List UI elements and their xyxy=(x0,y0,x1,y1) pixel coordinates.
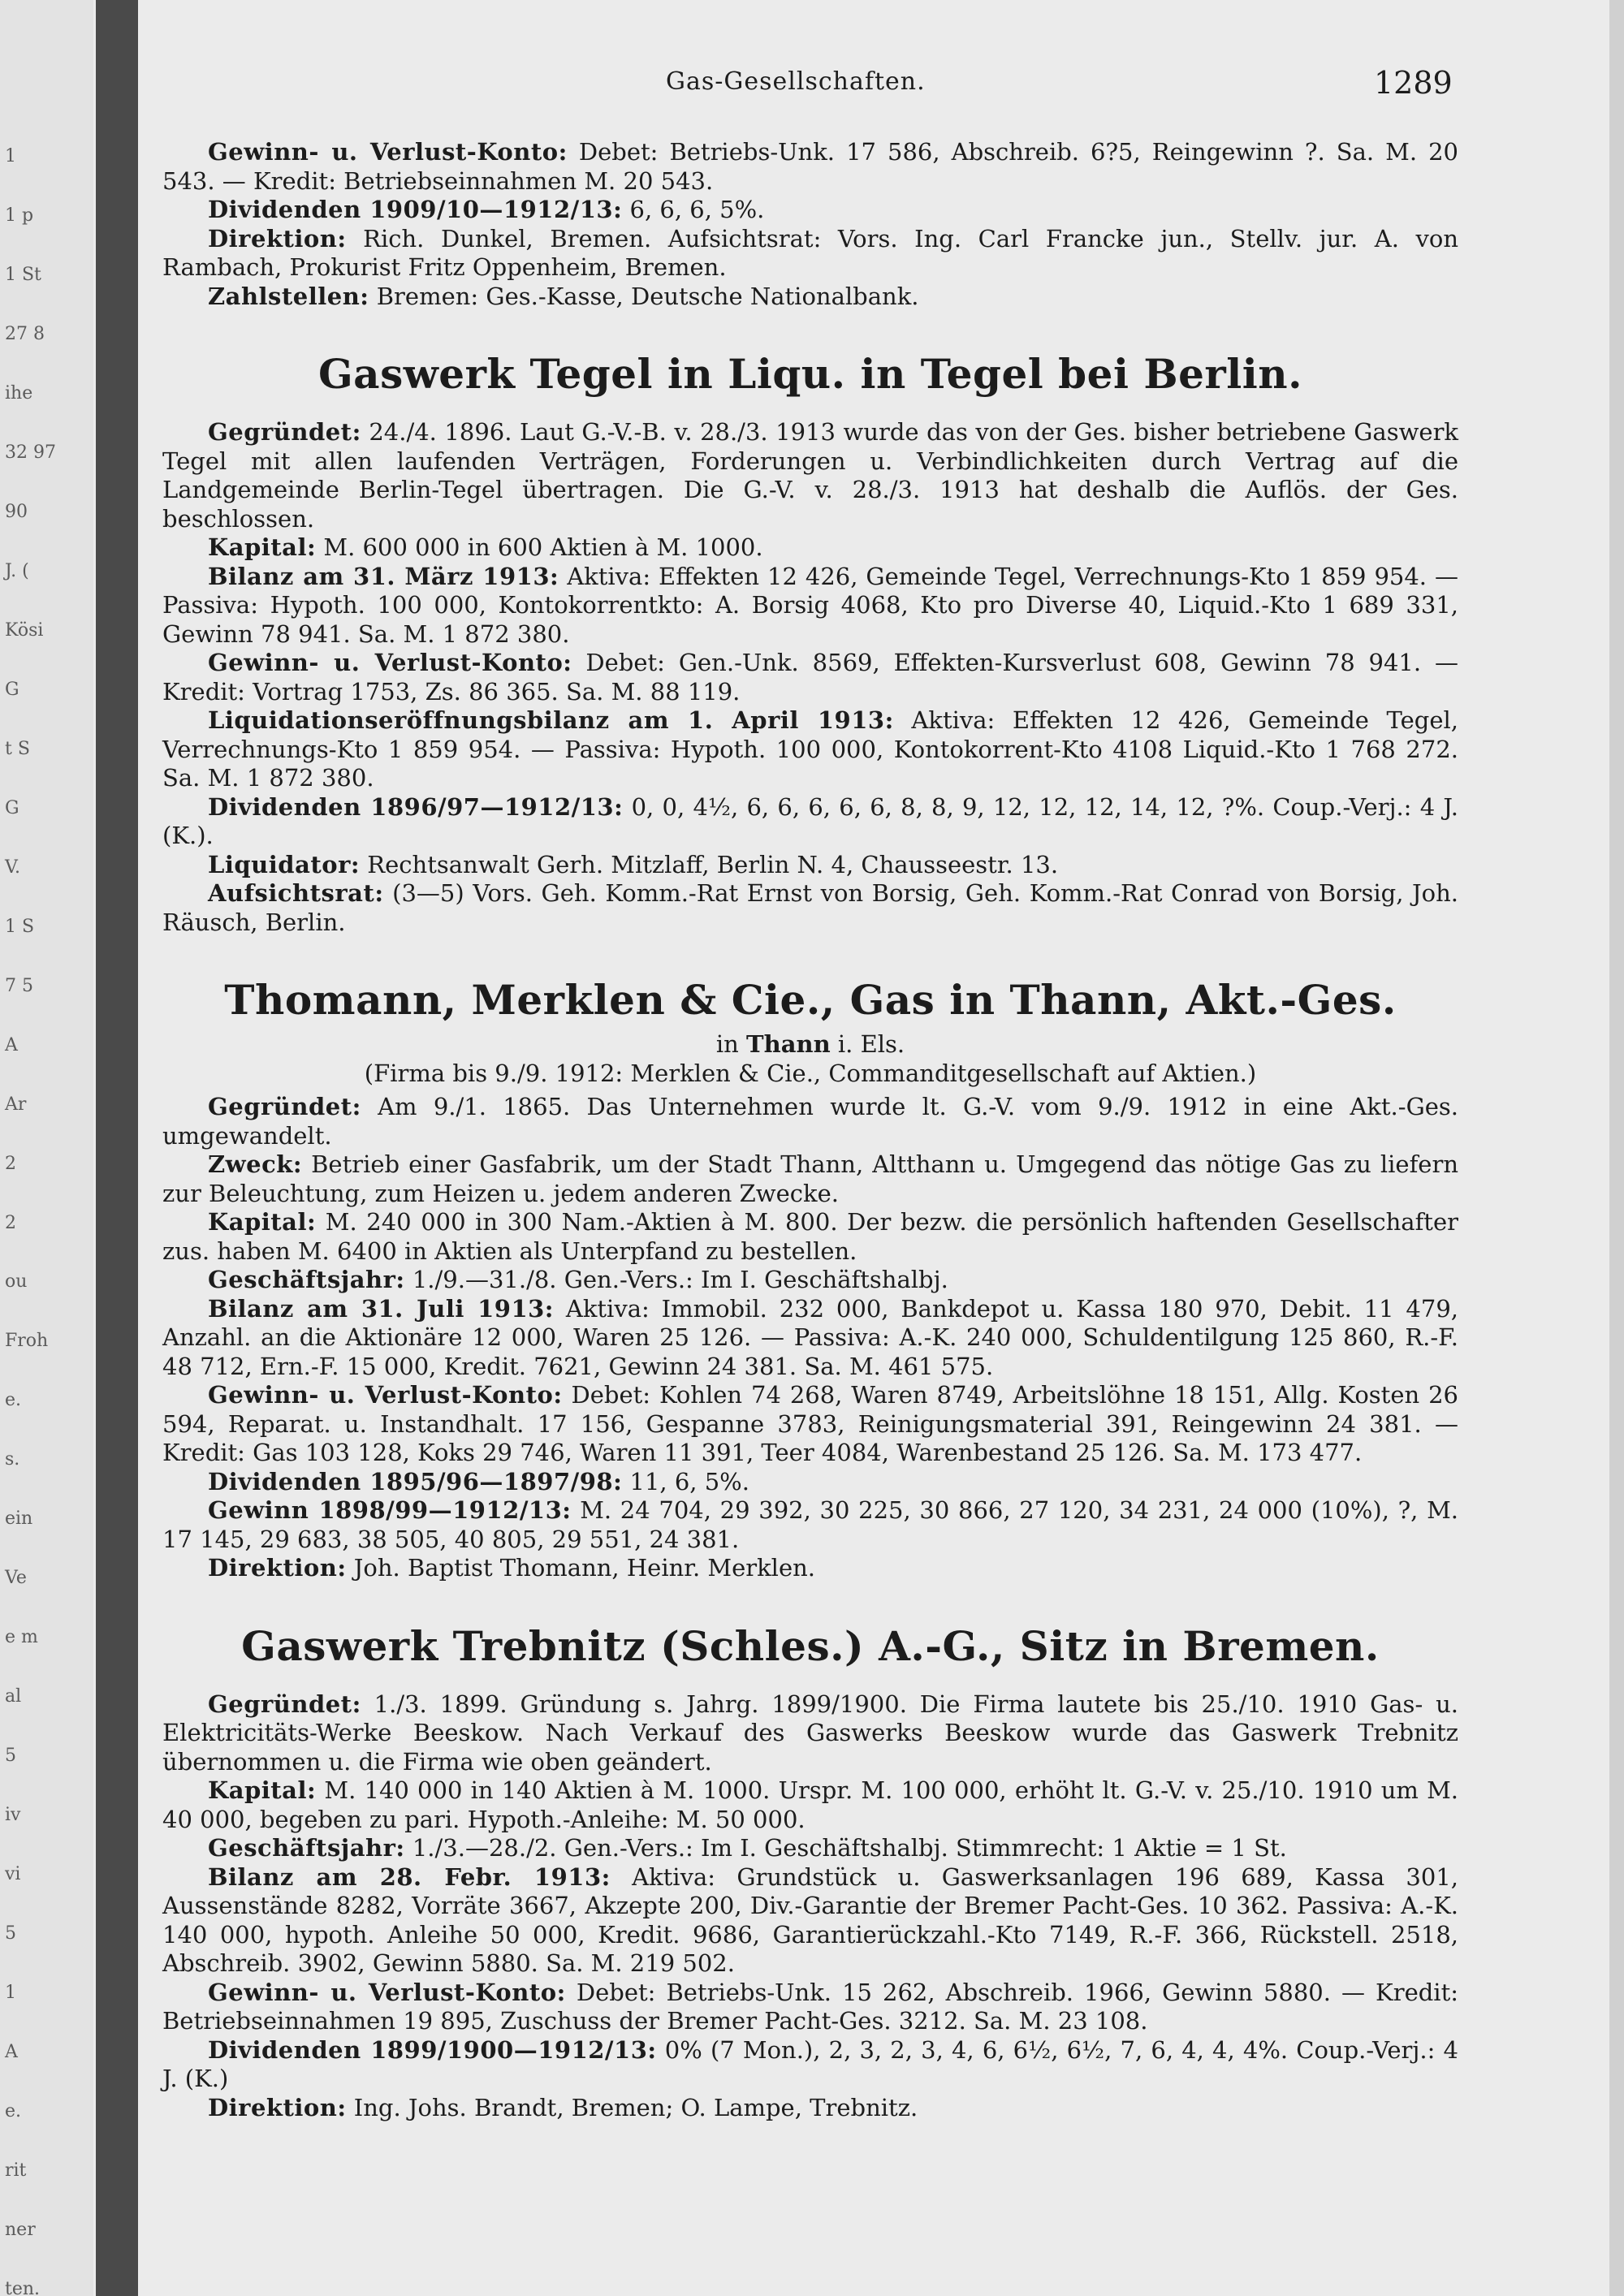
margin-fragment: 1 xyxy=(5,146,16,166)
company-section xyxy=(162,138,1458,311)
entry-text: Aktiva: Effekten 12 426, Gemeinde Tegel, Verrechnungs-Kto 1 859 954. — Passiva: Hypoth. 100 000, Kontokorrent-Kto 4108 Liquid.-Kto 1 768 272. Sa. M. 1 872 380. xyxy=(162,706,1459,792)
entry xyxy=(162,1266,1458,1295)
company-title: Gaswerk Tegel in Liqu. in Tegel bei Berlin. xyxy=(317,350,1303,398)
entry-label: Dividenden 1899/1900—1912/13: xyxy=(208,2035,657,2064)
entry-text: Debet: Betriebs-Unk. 17 586, Abschreib. 6?5, Reingewinn ?. Sa. M. 20 543. — Kredit: Betriebseinnahmen M. 20 543. xyxy=(162,138,1459,195)
entry-text: M. 240 000 in 300 Nam.-Aktien à M. 800. Der bezw. die persönlich haftenden Gesellschafter zus. haben M. 6400 in Aktien als Unterpfand zu bestellen. xyxy=(162,1208,1458,1265)
margin-fragment: e. xyxy=(5,1390,22,1410)
entry xyxy=(162,649,1458,706)
margin-fragment: s. xyxy=(5,1449,20,1470)
entry-label: Gewinn- u. Verlust-Konto: xyxy=(208,1381,563,1409)
entry xyxy=(162,793,1458,851)
entry-label: Kapital: xyxy=(208,1776,317,1804)
margin-fragment: A xyxy=(5,1035,18,1055)
entry-text: Debet: Betriebs-Unk. 15 262, Abschreib. 1966, Gewinn 5880. — Kredit: Betriebseinnahmen 19 895, Zuschuss der Bremer Pacht-Ges. 3212. Sa. M. 23 108. xyxy=(162,1978,1458,2035)
company-title: Gaswerk Trebnitz (Schles.) A.-G., Sitz in Bremen. xyxy=(241,1621,1380,1670)
entry-text: Debet: Gen.-Unk. 8569, Effekten-Kursverlust 608, Gewinn 78 941. — Kredit: Vortrag 1753, Zs. 86 365. Sa. M. 88 119. xyxy=(162,649,1458,706)
entry-label: Kapital: xyxy=(208,1208,317,1236)
entry xyxy=(162,1834,1458,1863)
margin-fragment: rit xyxy=(5,2160,27,2181)
entry-text: Rechtsanwalt Gerh. Mitzlaff, Berlin N. 4, Chausseestr. 13. xyxy=(367,850,1059,878)
entry-label: Gewinn- u. Verlust-Konto: xyxy=(208,649,572,676)
entry xyxy=(162,706,1458,793)
subtitle-suffix: i. Els. xyxy=(837,1030,905,1058)
entry xyxy=(162,1381,1458,1468)
adjacent-page-margin xyxy=(0,0,93,2296)
entry-label: Zahlstellen: xyxy=(208,282,369,310)
entry xyxy=(162,563,1458,650)
entry xyxy=(162,1468,1458,1497)
margin-fragment: 2 xyxy=(5,1213,16,1233)
entry xyxy=(162,418,1458,533)
page xyxy=(140,0,1624,2296)
entry xyxy=(162,1554,1458,1583)
margin-fragment: 1 p xyxy=(5,205,34,226)
entry xyxy=(162,1150,1458,1208)
entry-text: Joh. Baptist Thomann, Heinr. Merklen. xyxy=(353,1554,816,1582)
entry-text: 0% (7 Mon.), 2, 3, 2, 3, 4, 6, 6½, 6½, 7, 6, 4, 4, 4%. Coup.-Verj.: 4 J. (K.) xyxy=(162,2035,1458,2092)
entry-label: Gewinn- u. Verlust-Konto: xyxy=(208,138,568,166)
margin-fragment: iv xyxy=(5,1805,21,1825)
margin-fragment: e. xyxy=(5,2101,22,2121)
margin-fragment: Ar xyxy=(5,1094,27,1115)
entry-text: M. 600 000 in 600 Aktien à M. 1000. xyxy=(323,533,763,561)
entry-text: Aktiva: Immobil. 232 000, Bankdepot u. Kassa 180 970, Debit. 11 479, Anzahl. an die Aktionäre 12 000, Waren 25 126. — Passiva: A.-K. 240 000, Schuldentilgung 125 860, R.-F. 48 712, Ern.-F. 15 000, Kredit. 7621, Gewinn 24 381. Sa. M. 461 575. xyxy=(162,1294,1459,1380)
entry-text: 1./3.—28./2. Gen.-Vers.: Im I. Geschäftshalbj. Stimmrecht: 1 Aktie = 1 St. xyxy=(412,1834,1287,1862)
subtitle-prefix: in xyxy=(715,1030,739,1058)
entry xyxy=(162,283,1458,312)
entry-text: Aktiva: Grundstück u. Gaswerksanlagen 196 689, Kassa 301, Aussenstände 8282, Vorräte 3667, Akzepte 200, Div.-Garantie der Bremer Pacht-Ges. 10 362. Passiva: A.-K. 140 000, hypoth. Anleihe 50 000, Kredit. 9686, Garantierückzahl.-Kto 7149, R.-F. 366, Rückstell. 2518, Abschreib. 3902, Gewinn 5880. Sa. M. 219 502. xyxy=(162,1862,1458,1977)
entry-text: M. 24 704, 29 392, 30 225, 30 866, 27 120, 34 231, 24 000 (10%), ?, M. 17 145, 29 683, 38 505, 40 805, 29 551, 24 381. xyxy=(162,1496,1459,1553)
subtitle-place: Thann xyxy=(746,1030,831,1058)
entry xyxy=(162,1979,1458,2036)
margin-fragment: vi xyxy=(5,1864,21,1884)
entry-label: Geschäftsjahr: xyxy=(208,1834,405,1862)
running-header: Gas-Gesellschaften. xyxy=(666,67,926,96)
margin-fragment: 1 xyxy=(5,1983,16,2003)
margin-fragment: 5 xyxy=(5,1923,16,1944)
page-edge xyxy=(1609,0,1624,2296)
margin-fragment: al xyxy=(5,1686,22,1707)
entry-label: Bilanz am 31. Juli 1913: xyxy=(208,1294,555,1323)
margin-fragment: 2 xyxy=(5,1154,16,1174)
entry-label: Gegründet: xyxy=(208,1690,361,1718)
margin-fragment: 27 8 xyxy=(5,324,45,344)
entry-text: (3—5) Vors. Geh. Komm.-Rat Ernst von Borsig, Geh. Komm.-Rat Conrad von Borsig, Joh. Räusch, Berlin. xyxy=(162,879,1458,936)
margin-fragment: ner xyxy=(5,2220,36,2240)
company-title: Thomann, Merklen & Cie., Gas in Thann, Akt.-Ges. xyxy=(224,976,1397,1024)
margin-fragment: ein xyxy=(5,1508,33,1529)
margin-fragment: 7 5 xyxy=(5,976,33,996)
entry xyxy=(162,1208,1458,1266)
entry xyxy=(162,1690,1458,1777)
entry-text: Aktiva: Effekten 12 426, Gemeinde Tegel, Verrechnungs-Kto 1 859 954. — Passiva: Hypoth. 100 000, Kontokorrentkto: A. Borsig 4068, Kto pro Diverse 40, Liquid.-Kto 1 689 331, Gewinn 78 941. Sa. M. 1 872 380. xyxy=(162,562,1458,648)
entry xyxy=(162,2036,1458,2094)
entry xyxy=(162,1863,1458,1979)
entry xyxy=(162,533,1458,563)
margin-fragment: G xyxy=(5,680,19,700)
entry-label: Bilanz am 28. Febr. 1913: xyxy=(208,1862,611,1891)
entry xyxy=(162,1093,1458,1150)
entry-label: Direktion: xyxy=(208,224,347,252)
company-section xyxy=(162,348,1458,937)
margin-fragment: 5 xyxy=(5,1746,16,1766)
entry-text: Rich. Dunkel, Bremen. Aufsichtsrat: Vors. Ing. Carl Francke jun., Stellv. jur. A. von Rambach, Prokurist Fritz Oppenheim, Bremen. xyxy=(162,224,1459,281)
entry-label: Gewinn 1898/99—1912/13: xyxy=(208,1496,572,1524)
entry-label: Dividenden 1895/96—1897/98: xyxy=(208,1467,623,1495)
binding-shadow xyxy=(96,0,138,2296)
margin-fragment: e m xyxy=(5,1627,38,1647)
margin-fragment: Ve xyxy=(5,1568,27,1588)
entry-text: Debet: Kohlen 74 268, Waren 8749, Arbeitslöhne 18 151, Allg. Kosten 26 594, Reparat. u. Instandhalt. 17 156, Gespanne 3783, Reinigungsmaterial 391, Reingewinn 24 381. — Kredit: Gas 103 128, Koks 29 746, Waren 11 391, Teer 4084, Warenbestand 25 126. Sa. M. 173 477. xyxy=(162,1381,1458,1466)
entry-label: Gegründet: xyxy=(208,418,361,446)
entry-text: 6, 6, 6, 5%. xyxy=(629,196,765,223)
margin-fragment: G xyxy=(5,798,19,818)
entry-label: Liquidator: xyxy=(208,850,361,878)
margin-fragment: V. xyxy=(5,857,21,878)
margin-fragment: 1 S xyxy=(5,917,35,937)
entry-label: Kapital: xyxy=(208,533,317,561)
entry-text: Ing. Johs. Brandt, Bremen; O. Lampe, Trebnitz. xyxy=(353,2093,918,2121)
margin-fragment: 32 97 xyxy=(5,442,56,463)
margin-fragment: J. ( xyxy=(5,561,29,581)
margin-fragment: Froh xyxy=(5,1331,49,1351)
company-subtitle-note: (Firma bis 9./9. 1912: Merklen & Cie., Commanditgesellschaft auf Aktien.) xyxy=(364,1060,1257,1087)
entry-text: 24./4. 1896. Laut G.-V.-B. v. 28./3. 1913 wurde das von der Ges. bisher betriebene Gaswerk Tegel mit allen laufenden Verträgen, Forderungen u. Verbindlichkeiten durch Vertrag auf die Landgemeinde Berlin-Tegel übertragen. Die G.-V. v. 28./3. 1913 hat deshalb die Auflös. der Ges. beschlossen. xyxy=(162,418,1459,533)
margin-fragment: Kösi xyxy=(5,620,44,641)
entry-label: Zweck: xyxy=(208,1150,303,1178)
entry-text: Betrieb einer Gasfabrik, um der Stadt Thann, Altthann u. Umgegend das nötige Gas zu liefern zur Beleuchtung, zum Heizen u. jedem anderen Zwecke. xyxy=(162,1150,1459,1207)
entry-label: Gegründet: xyxy=(208,1093,361,1120)
entry xyxy=(162,138,1458,196)
margin-fragment: 1 St xyxy=(5,265,41,285)
page-content xyxy=(162,138,1458,2155)
margin-fragment: ihe xyxy=(5,383,33,404)
entry-label: Dividenden 1909/10—1912/13: xyxy=(208,196,623,223)
company-subtitle xyxy=(162,1029,1458,1059)
margin-fragment: ou xyxy=(5,1271,28,1292)
entry-label: Gewinn- u. Verlust-Konto: xyxy=(208,1978,566,2006)
entry xyxy=(162,879,1458,937)
entry xyxy=(162,225,1458,283)
entry-text: Am 9./1. 1865. Das Unternehmen wurde lt. G.-V. vom 9./9. 1912 in eine Akt.-Ges. umgewandelt. xyxy=(162,1093,1458,1150)
entry-text: 1./3. 1899. Gründung s. Jahrg. 1899/1900. Die Firma lautete bis 25./10. 1910 Gas- u. Elektricitäts-Werke Beeskow. Nach Verkauf des Gaswerks Beeskow wurde das Gaswerk Trebnitz übernommen u. die Firma wie oben geändert. xyxy=(162,1690,1458,1776)
margin-fragment: A xyxy=(5,2042,18,2062)
entry-text: 11, 6, 5%. xyxy=(629,1467,749,1495)
page-number: 1289 xyxy=(1374,65,1453,101)
entry xyxy=(162,1496,1458,1554)
entry-label: Direktion: xyxy=(208,2093,347,2121)
company-section xyxy=(162,974,1458,1583)
entry-label: Bilanz am 31. März 1913: xyxy=(208,562,559,590)
entry-label: Aufsichtsrat: xyxy=(208,879,384,907)
entry xyxy=(162,2094,1458,2123)
entry-label: Geschäftsjahr: xyxy=(208,1266,405,1293)
margin-fragment: t S xyxy=(5,739,30,759)
margin-fragment: ten. xyxy=(5,2279,41,2296)
entry-label: Liquidationseröffnungsbilanz am 1. April 1913: xyxy=(208,706,894,734)
entry-text: M. 140 000 in 140 Aktien à M. 1000. Urspr. M. 100 000, erhöht lt. G.-V. v. 25./10. 1910 um M. 40 000, begeben zu pari. Hypoth.-Anleihe: M. 50 000. xyxy=(162,1776,1459,1833)
entry xyxy=(162,851,1458,880)
entry-text: Bremen: Ges.-Kasse, Deutsche Nationalbank. xyxy=(376,282,919,310)
entry xyxy=(162,196,1458,225)
entry xyxy=(162,1295,1458,1382)
entry xyxy=(162,1776,1458,1834)
entry-label: Direktion: xyxy=(208,1554,347,1582)
entry-text: 0, 0, 4½, 6, 6, 6, 6, 6, 8, 8, 9, 12, 12, 12, 14, 12, ?%. Coup.-Verj.: 4 J. (K.). xyxy=(162,792,1459,849)
company-section xyxy=(162,1621,1458,2123)
entry-label: Dividenden 1896/97—1912/13: xyxy=(208,792,624,821)
margin-fragment: 90 xyxy=(5,502,28,522)
entry-text: 1./9.—31./8. Gen.-Vers.: Im I. Geschäftshalbj. xyxy=(412,1266,948,1293)
